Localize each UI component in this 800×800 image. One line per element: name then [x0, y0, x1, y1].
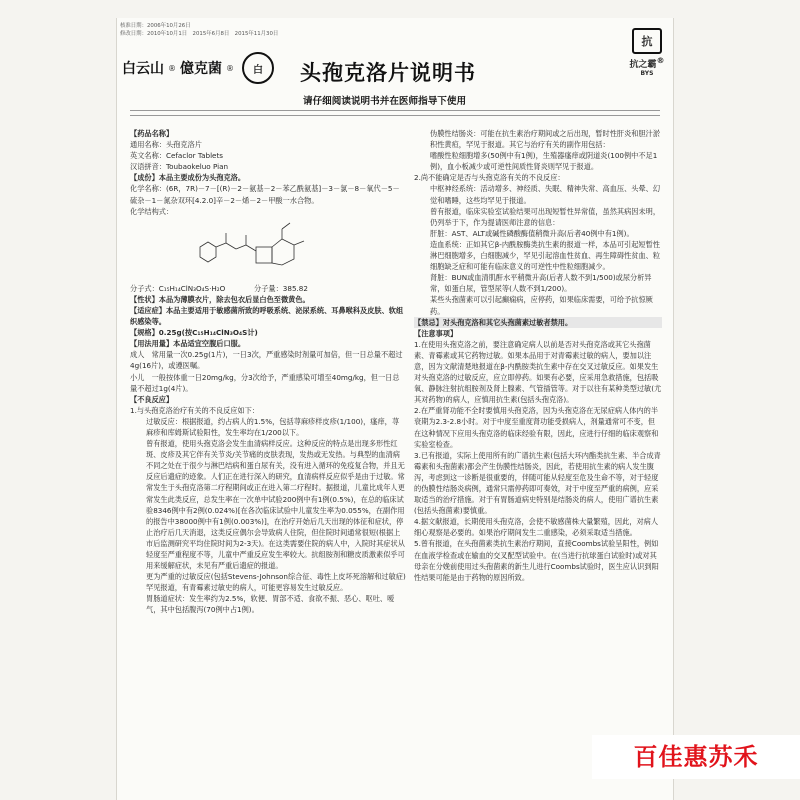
reg-mark-2: ®	[226, 63, 234, 73]
section-heading: 【规格】0.25g(按C₁₅H₁₄ClN₃O₄S计)	[130, 328, 258, 338]
section-heading: 【禁忌】对头孢克洛和其它头孢菌素过敏者禁用。	[414, 317, 662, 328]
revision-dates	[120, 22, 278, 38]
paragraph: 4.据文献报道，长期使用头孢克洛，会使不敏感菌株大量繁殖，因此，对病人细心观察是必要的。如果治疗期间发生二重感染，必须采取适当措施。	[414, 517, 659, 538]
paragraph: 通用名称：头孢克洛片	[130, 140, 202, 150]
paragraph: 汉语拼音：Toubaokeluo Pian	[130, 162, 229, 172]
paragraph: 嗜酸性粒细胞增多(50例中有1例)，生殖器瘙痒或阴道炎(100例中不足1例)，血小板减少或可逆性间质性肾炎则罕见于报道。	[430, 151, 658, 172]
brand-name-2: 億克菌	[180, 61, 222, 77]
paragraph: 化学名称：(6R，7R)－7－[(R)－2－氨基－2－苯乙酰氨基]－3－氯－8－氧代－5－硫杂－1－氮杂双环[4.2.0]辛－2－烯－2－甲酸一水合物。	[130, 184, 400, 205]
paragraph: 曾有报道，使用头孢克洛会发生血清病样反应。这种反应的特点是出现多形性红斑、皮疹及其它伴有关节炎/关节痛的皮肤表现，发热或无发热。与典型的血清病不同之处在于很少与淋巴结病和蛋白尿有关，没有进入循环的免疫复合物，并且无反应后遗症的迹象。人们正在进行深入的研究，血清病样反应似乎是由于过敏。常常发生于头孢克洛第二疗程期间或正在进入第二疗程时。据报道，儿童比成年人更常发生此类反应，总发生率在一次单中试验200例中有1例(0.5%)，在总的临床试验8346例中有2例(0.024%)[在各次临床试验中儿童发生率为0.055%，在副作用的报告中38000例中有1例(0.003%)]，在治疗开始后几天出现的体征和症状，停止治疗后几天消退，这类反应偶尔会导致病人住院，但住院时间通常很短(根据上市后监测研究平均住院时间为2-3天)。在这类需要住院的病人中，入院时其症状从轻度至严重程度不等，儿童中严重反应发生率较大。抗组胺剂和糖皮质激素似乎可用来缓解症状，未见有严重后遗症的报道。	[146, 439, 405, 571]
approval-date: 核准日期：2006年10月26日	[120, 23, 191, 29]
paragraph: 3.已有报道，实际上使用所有的广谱抗生素(包括大环内酯类抗生素、半合成青霉素和头孢菌素)都会产生伪膜性结肠炎，因此，若使用抗生素的病人发生腹泻，考虑到这一诊断是很重要的，伴随可能从轻度至危及生命不等，对于轻度的伪膜性结肠炎病例，通常只需停药即可奏效，对于中度至严重的病例，应采取适当的治疗措施。对于有胃肠道病史特别是结肠炎的病人，使用广谱抗生素(包括头孢菌素)要慎重。	[414, 450, 661, 516]
chemical-structure	[130, 217, 406, 283]
section-heading: 【性状】本品为薄膜衣片，除去包衣后显白色至微黄色。	[130, 294, 310, 304]
paragraph: 1.与头孢克洛治疗有关的不良反应如下：	[130, 405, 260, 415]
title-divider	[130, 110, 660, 111]
document-subtitle: 请仔细阅读说明书并在医师指导下使用	[303, 96, 467, 107]
paragraph: 成人 常用量一次0.25g(1片)，一日3次，严重感染时剂量可加倍，但一日总量不超过4g(16片)，或遵医嘱。	[130, 350, 403, 371]
brand-logo	[122, 52, 274, 84]
section-heading: 【用法用量】本品适宜空腹后口服。	[130, 339, 246, 349]
paragraph: 英文名称：Cefaclor Tablets	[130, 151, 224, 161]
paragraph: 过敏反应：根据报道，约占病人的1.5%，包括荨麻疹样皮疹(1/100)，瘙痒，荨麻疹和库姆斯试验阳性，发生率均在1/200以下。	[146, 416, 400, 437]
paragraph: 5.曾有报道，在头孢菌素类抗生素治疗期间，直接Coombs试验呈阳性，例如在血液学检查或在输血的交叉配型试验中。在(当进行抗球蛋白试验时)或对其母亲在分娩前使用过头孢菌素的新生儿进行Coombs试验时，医生应认识到阳性结果可能是由于药物的原因所致。	[414, 539, 659, 582]
chemical-structure-icon	[190, 217, 350, 283]
paragraph: 肾脏：BUN或血清肌酐水平稍微升高(后者人数不到1/500)或尿分析异常，如蛋白尿，管型尿等(人数不到1/200)。	[430, 273, 652, 294]
product-logo	[626, 28, 668, 77]
section-heading: 【不良反应】	[130, 394, 174, 404]
paragraph: 造血系统：正如其它β-内酰胺酶类抗生素的报道一样，本品可引起短暂性淋巴细胞增多，白细胞减少，罕见引起溶血性贫血、再生障碍性贫血、粒细胞缺乏症和可能有临床意义的可逆性中性粒细胞减少。	[430, 239, 661, 272]
document-title: 头孢克洛片说明书	[300, 61, 476, 85]
paragraph: 1.在使用头孢克洛之前，要注意确定病人以前是否对头孢克洛或其它头孢菌素、青霉素或其它药物过敏。如果本品用于对青霉素过敏的病人，要加以注意，因为文献清楚地报道在β-内酰胺类抗生素中存在交叉过敏反应。如果发生对头孢克洛的过敏反应，应立即停药。如果有必要，应采用急救措施，包括吸氧、静脉注射抗组胺剂及肾上腺素、气管插管等。对于以往有某种类型过敏(尤其对药物)的病人，应慎用抗生素(包括头孢克洛)。	[414, 339, 662, 405]
paragraph: 分子式：C₁₅H₁₄ClN₃O₄S·H₂O 分子量：385.82	[130, 283, 308, 293]
left-column	[130, 128, 406, 616]
right-column	[414, 128, 662, 583]
section-heading: 【注意事项】	[414, 328, 458, 338]
product-logo-sub: BYS	[640, 70, 654, 77]
brand-seal-icon: 白	[242, 52, 274, 84]
paragraph: 2.尚不能确定是否与头孢克洛有关的不良反应：	[414, 173, 565, 183]
paragraph: 小儿 一般按体重一日20mg/kg，分3次给予，严重感染可增至40mg/kg，但一日总量不超过1g(4片)。	[130, 372, 400, 393]
paragraph: 2.在严重肾功能不全时要慎用头孢克洛，因为头孢克洛在无尿症病人体内的半衰期为2.3-2.8小时。对于中度至重度肾功能受损病人，剂量通常可不变，但在这种情况下应用头孢克洛的临床经验有限，因此，应进行仔细的临床观察和实验室检查。	[414, 406, 659, 449]
paragraph: 胃肠道症状：发生率约为2.5%，软便、胃部不适、食欲不振、恶心、呕吐、嗳气，其中包括腹泻(70例中占1例)。	[146, 594, 395, 615]
title-divider-2	[130, 115, 660, 116]
modification-dates: 修改日期：2010年10月1日 2015年6月8日 2015年11月30日	[120, 31, 279, 37]
paragraph: 化学结构式：	[130, 206, 174, 216]
product-logo-icon: 抗	[632, 28, 662, 54]
section-heading: 【药品名称】	[130, 129, 174, 138]
paragraph: 肝脏：AST、ALT或碱性磷酸酶值稍微升高(后者40例中有1例)。	[430, 228, 634, 238]
reg-mark-3: ®	[656, 56, 665, 65]
section-heading: 【成份】本品主要成份为头孢克洛。	[130, 173, 246, 183]
paragraph: 曾有报道，临床实验室试验结果可出现短暂性异常值，虽然其病因未明，仍列举于下，作为提请医师注意的信息：	[430, 206, 661, 227]
section-heading: 【适应症】本品主要适用于敏感菌所致的呼吸系统、泌尿系统、耳鼻喉科及皮肤、软组织感染等。	[130, 305, 404, 327]
product-logo-name: 抗之霸	[629, 60, 657, 70]
paragraph: 某些头孢菌素可以引起癫痫病，应停药，如果临床需要，可给予抗惊厥药。	[430, 295, 653, 316]
paragraph: 更为严重的过敏反应(包括Stevens-Johnson综合征、毒性上皮坏死溶解和过敏症)罕见报道，有青霉素过敏史的病人，可能更容易发生过敏反应。	[146, 572, 406, 593]
paragraph: 伪膜性结肠炎：可能在抗生素治疗期间或之后出现，暂时性肝炎和胆汁淤积性黄疸，罕见于报道。其它与治疗有关的副作用包括：	[430, 129, 661, 150]
brand-name-1: 白云山	[122, 61, 164, 77]
reg-mark: ®	[168, 63, 176, 73]
paragraph: 中枢神经系统：活动增多、神经质、失眠、精神失常、高血压、头晕、幻觉和嗜睡，这些均罕见于报道。	[430, 184, 661, 205]
seller-watermark: 百佳惠苏禾	[592, 735, 800, 779]
